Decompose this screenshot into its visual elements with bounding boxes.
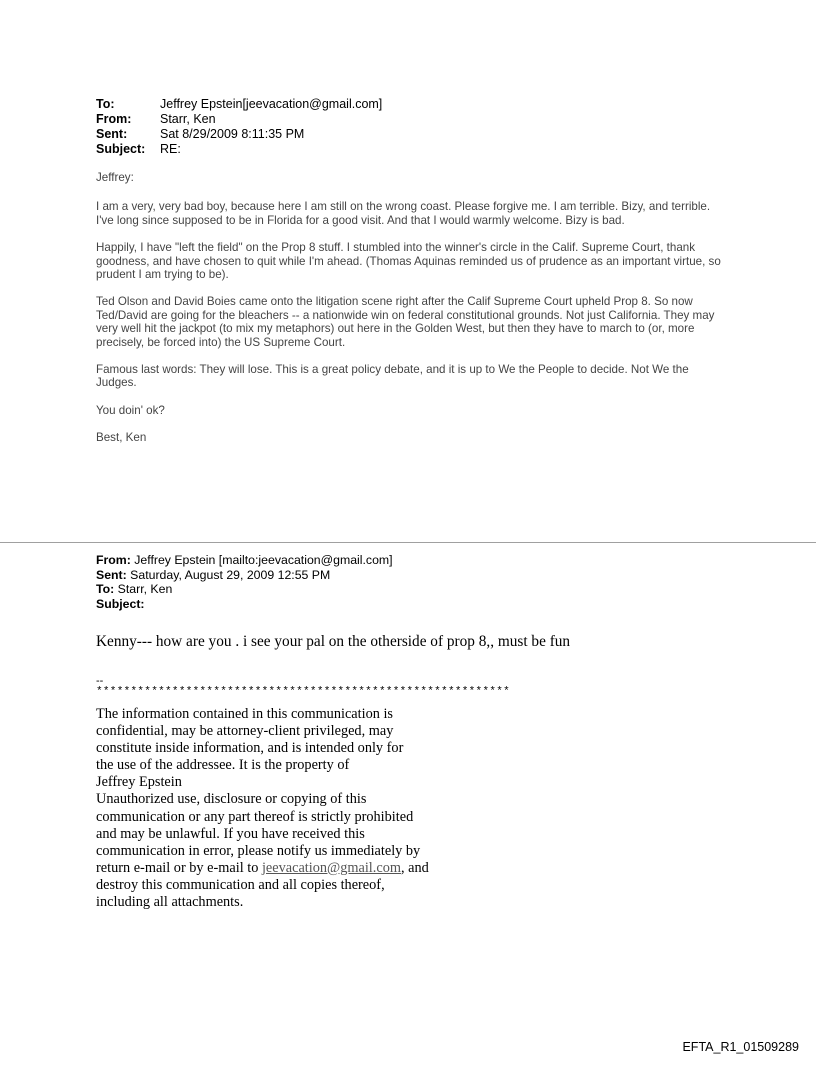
quoted-from-label: From:: [96, 553, 131, 567]
quoted-to-label: To:: [96, 582, 115, 597]
from-value: Starr, Ken: [160, 112, 216, 126]
disclaimer-text: , and: [400, 859, 429, 876]
quoted-to-value: Starr, Ken: [114, 582, 173, 597]
disclaimer-line-with-link: [96, 860, 516, 877]
quoted-from-value: Jeffrey Epstein [mailto:jeevacation@gmail.com]: [130, 553, 393, 567]
sent-label: Sent:: [96, 127, 128, 141]
signature-dash: --: [96, 675, 104, 687]
subject-value: RE:: [160, 142, 181, 156]
disclaimer-line: destroy this communication and all copies thereof,: [96, 876, 385, 893]
email-header: [96, 97, 382, 157]
quoted-message: Kenny--- how are you . i see your pal on the otherside of prop 8,, must be fun: [96, 633, 571, 650]
to-row: [96, 97, 382, 112]
sent-value: Sat 8/29/2009 8:11:35 PM: [160, 127, 305, 141]
signature-stars: ************************************************************: [96, 686, 511, 698]
disclaimer-line: and may be unlawful. If you have received this: [96, 825, 365, 842]
to-value: Jeffrey Epstein[jeevacation@gmail.com]: [160, 97, 383, 111]
body-paragraph-5: You doin' ok?: [96, 403, 165, 417]
body-paragraph-3: Ted Olson and David Boies came onto the litigation scene right after the Calif Supreme Court upheld Prop 8. So now Ted/David are going for the bleachers -- a nationwide win on federal constitutional grounds. Not just California. They may very well hit the jackpot (to mix my metaphors) out here in the Golden West, but then they have to march to (or, more precisely, be forced into) the US Supreme Court.: [96, 295, 715, 349]
disclaimer-line: communication in error, please notify us immediately by: [96, 842, 421, 859]
quoted-sent-value: Saturday, August 29, 2009 12:55 PM: [126, 567, 331, 582]
quoted-subject-label: Subject:: [96, 596, 145, 611]
sign-off: Best, Ken: [96, 431, 147, 445]
from-row: [96, 112, 382, 127]
email-body: [96, 171, 724, 459]
greeting: Jeffrey:: [96, 171, 134, 184]
quoted-sent-label: Sent:: [96, 567, 127, 582]
disclaimer-line: communication or any part thereof is strictly prohibited: [96, 808, 414, 825]
to-label: To:: [96, 97, 115, 111]
quoted-from-row: [96, 553, 393, 568]
disclaimer-text: return e-mail or by e-mail to: [96, 859, 262, 876]
document-id: EFTA_R1_01509289: [682, 1040, 799, 1054]
body-paragraph-1: I am a very, very bad boy, because here I am still on the wrong coast. Please forgive me. I am terrible. Bizy, and terrible. I've long since supposed to be in Florida for a good visit. And that I would warmly welcome. Bizy is bad.: [96, 200, 711, 227]
quoted-sent-row: [96, 568, 393, 583]
email-link[interactable]: jeevacation@gmail.com: [261, 859, 401, 876]
subject-label: Subject:: [96, 142, 146, 156]
message-divider: [0, 542, 816, 543]
disclaimer-line: The information contained in this communication is: [96, 706, 393, 722]
disclaimer-line: including all attachments.: [96, 894, 244, 911]
quoted-subject-row: [96, 597, 393, 612]
disclaimer-line: Jeffrey Epstein: [96, 774, 182, 791]
disclaimer-line: constitute inside information, and is intended only for: [96, 740, 404, 757]
body-paragraph-2: Happily, I have "left the field" on the Prop 8 stuff. I stumbled into the winner's circle in the Calif. Supreme Court, thank goodness, and have chosen to quit while I'm ahead. (Thomas Aquinas reminded us of prudence as an important virtue, so prudent I am trying to be).: [96, 241, 721, 282]
disclaimer: [96, 706, 516, 911]
disclaimer-line: confidential, may be attorney-client privileged, may: [96, 723, 394, 740]
sent-row: [96, 127, 382, 142]
disclaimer-line: Unauthorized use, disclosure or copying of this: [96, 791, 367, 808]
disclaimer-line: the use of the addressee. It is the property of: [96, 757, 350, 774]
quoted-header: [96, 553, 393, 611]
body-paragraph-4: Famous last words: They will lose. This is a great policy debate, and it is up to We the People to decide. Not We the Judges.: [96, 363, 689, 390]
quoted-to-row: [96, 582, 393, 597]
from-label: From:: [96, 112, 132, 126]
subject-row: [96, 142, 382, 157]
